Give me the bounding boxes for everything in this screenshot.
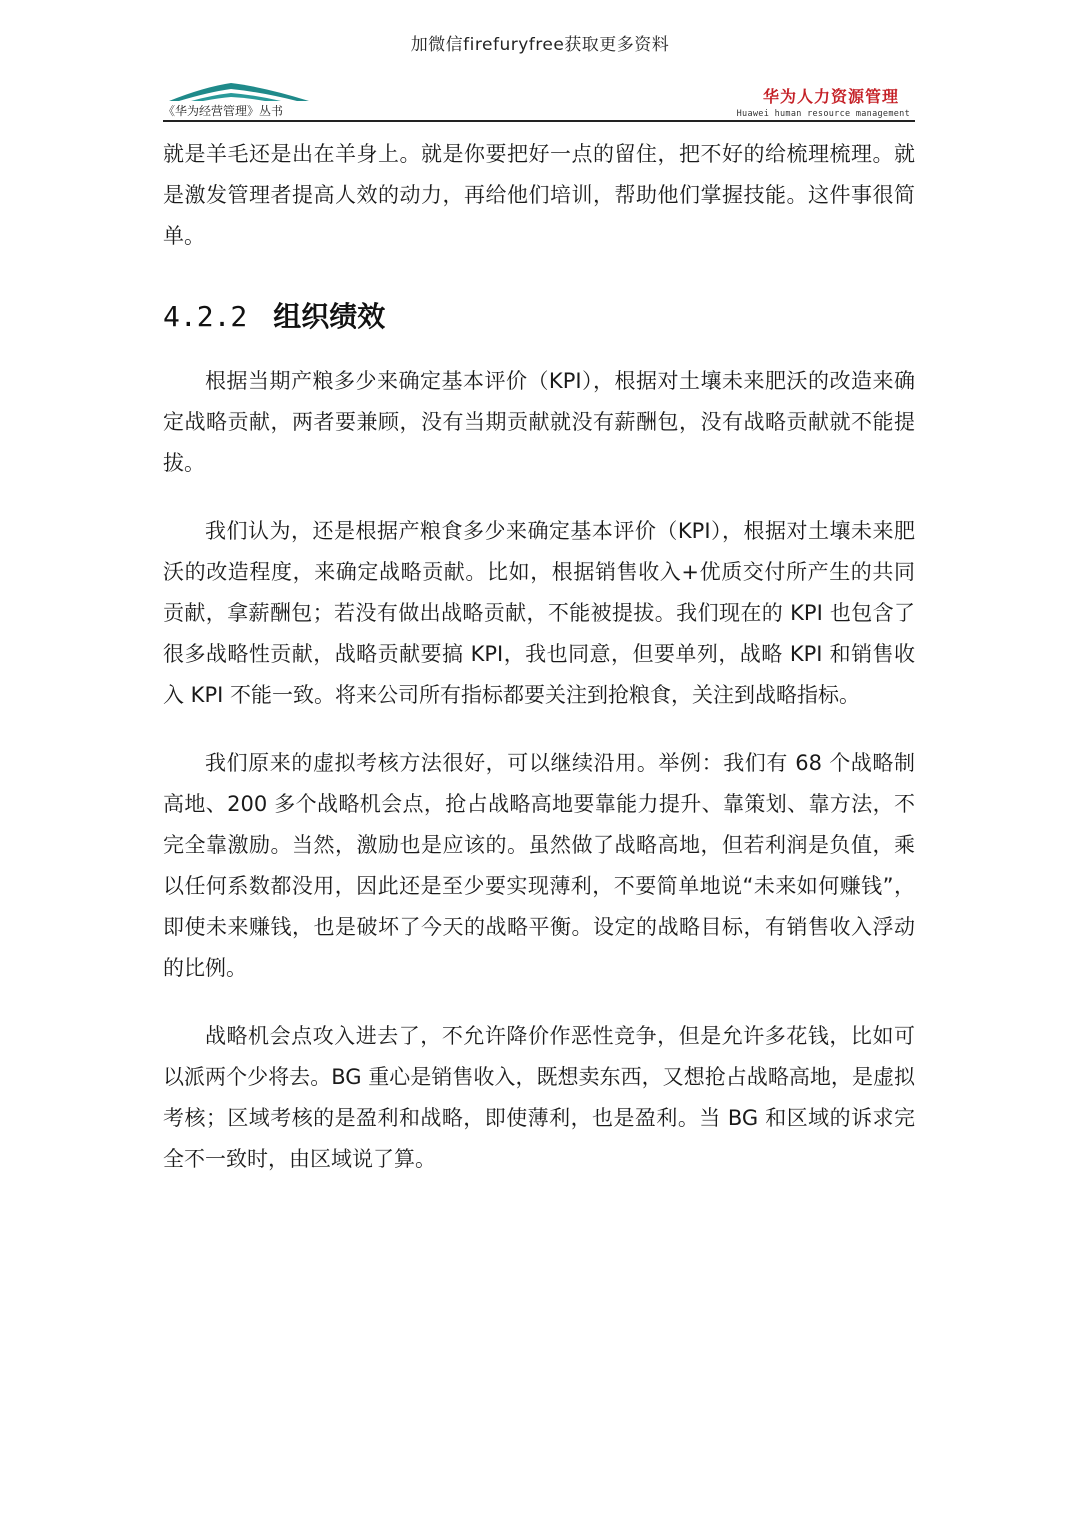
page-body [163,134,915,1180]
paragraph-kpi-basis: 根据当期产粮多少来确定基本评价（KPI），根据对土壤未来肥沃的改造来确定战略贡献，两者要兼顾，没有当期贡献就没有薪酬包，没有战略贡献就不能提拔。 [163,369,915,475]
paragraph-virtual-assessment: 我们原来的虚拟考核方法很好，可以继续沿用。举例：我们有 68 个战略制高地、200 多个战略机会点，抢占战略高地要靠能力提升、靠策划、靠方法，不完全靠激励。当然，激励也是应该的。虽然做了战略高地，但若利润是负值，乘以任何系数都没用，因此还是至少要实现薄利，不要简单地说“未来如何赚钱”，即使未来赚钱，也是破坏了今天的战略平衡。设定的战略目标，有销售收入浮动的比例。 [163,751,915,980]
paragraph-continued: 就是羊毛还是出在羊身上。就是你要把好一点的留住，把不好的给梳理梳理。就是激发管理者提高人效的动力，再给他们培训，帮助他们掌握技能。这件事很简单。 [163,142,915,248]
mountain-logo-icon [169,80,309,102]
header-divider [163,120,915,122]
section-number: 4.2.2 [163,300,248,333]
brand-title-cn: 华为人力资源管理 [762,87,899,106]
paragraph-strategic-opportunity: 战略机会点攻入进去了，不允许降价作恶性竞争，但是允许多花钱，比如可以派两个少将去。BG 重心是销售收入，既想卖东西，又想抢占战略高地，是虚拟考核；区域考核的是盈利和战略，即使薄利，也是盈利。当 BG 和区域的诉求完全不一致时，由区域说了算。 [163,1024,915,1171]
watermark-text: 加微信firefuryfree获取更多资料 [410,35,670,55]
section-heading [163,295,915,361]
book-series-title: 《华为经营管理》丛书 [163,104,284,118]
paragraph-our-view: 我们认为，还是根据产粮食多少来确定基本评价（KPI），根据对土壤未来肥沃的改造程度，来确定战略贡献。比如，根据销售收入+优质交付所产生的共同贡献，拿薪酬包；若没有做出战略贡献，不能被提拔。我们现在的 KPI 也包含了很多战略性贡献，战略贡献要搞 KPI，我也同意，但要单列，战略 KPI 和销售收入 KPI 不能一致。将来公司所有指标都要关注到抢粮食，关注到战略指标。 [163,519,915,707]
brand-title-en: Huawei human resource management [736,109,910,119]
section-title: 组织绩效 [273,300,386,333]
page-header [163,80,915,124]
